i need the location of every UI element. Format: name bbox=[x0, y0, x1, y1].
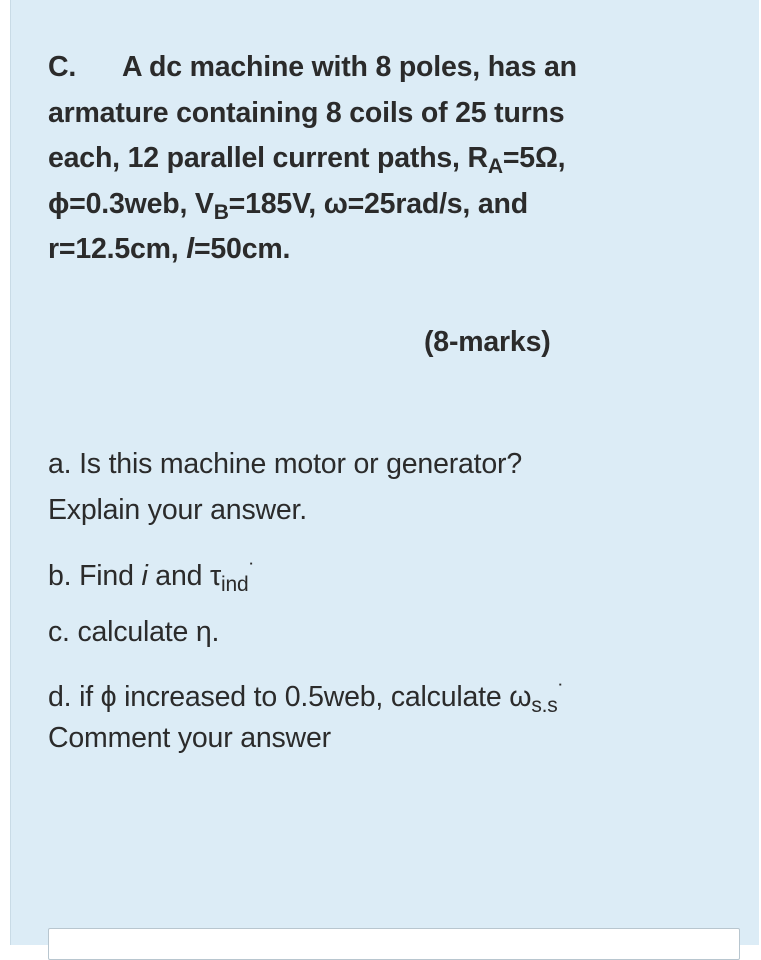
question-line-3-text: each, 12 parallel current paths, R bbox=[48, 142, 488, 174]
part-b bbox=[48, 549, 256, 600]
part-d-line-2: Comment your answer bbox=[48, 722, 331, 754]
part-d-text: d. if ϕ increased to 0.5web, calculate ω bbox=[48, 681, 532, 713]
question-line-4-text: ϕ=0.3web, V bbox=[48, 187, 214, 220]
part-c: c. calculate η. bbox=[48, 616, 220, 648]
part-d-dot: ˙ bbox=[557, 680, 565, 705]
length-symbol: l bbox=[186, 233, 194, 265]
question-line-4 bbox=[48, 182, 748, 228]
part-b-text: b. Find bbox=[48, 560, 142, 592]
question-line-1 bbox=[48, 45, 748, 91]
torque-symbol: and τ bbox=[147, 560, 222, 592]
question-line-3-value: =5Ω, bbox=[502, 142, 566, 174]
ra-subscript: A bbox=[487, 155, 503, 178]
vb-subscript: B bbox=[213, 200, 229, 224]
question-line-2: armature containing 8 coils of 25 turns bbox=[48, 96, 565, 129]
torque-subscript: ind bbox=[221, 573, 249, 596]
answer-input[interactable] bbox=[48, 928, 740, 960]
part-b-dot: ˙ bbox=[248, 559, 256, 584]
question-line-4-value: =185V, ω=25rad/s, and bbox=[228, 187, 528, 220]
question-card bbox=[10, 0, 759, 945]
marks-label: (8-marks) bbox=[424, 326, 551, 358]
part-a-line-2: Explain your answer. bbox=[48, 494, 307, 526]
question-text bbox=[48, 45, 748, 273]
question-line-5-value: =50cm. bbox=[193, 233, 291, 265]
current-symbol: i bbox=[141, 560, 148, 592]
question-line-5 bbox=[48, 227, 748, 273]
omega-subscript: s.s bbox=[531, 694, 558, 717]
part-d bbox=[48, 670, 565, 721]
question-line-3 bbox=[48, 136, 748, 182]
question-line-5-text: r=12.5cm, bbox=[48, 233, 187, 265]
part-a-line-1: a. Is this machine motor or generator? bbox=[48, 448, 522, 480]
question-line-1-text: A dc machine with 8 poles, has an bbox=[122, 51, 577, 83]
question-label: C. bbox=[48, 51, 77, 83]
